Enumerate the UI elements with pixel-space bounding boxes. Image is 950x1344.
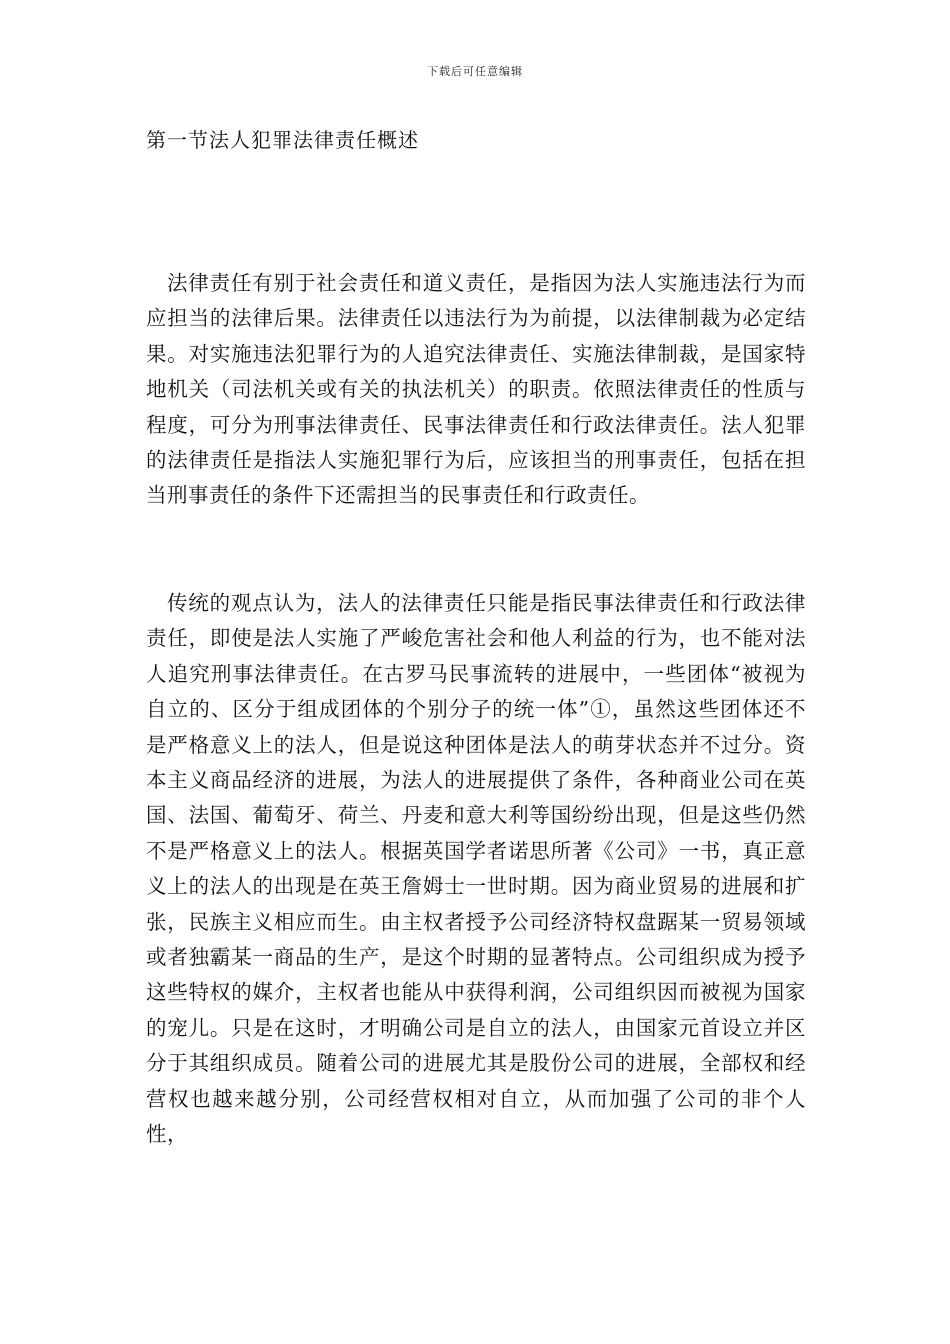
page-title: 第一节法人犯罪法律责任概述 xyxy=(146,128,419,152)
header-note: 下载后可任意编辑 xyxy=(427,65,523,78)
paragraph: 法律责任有别于社会责任和道义责任，是指因为法人实施违法行为而应担当的法律后果。法律责任以违法行为为前提，以法律制裁为必定结果。对实施违法犯罪行为的人追究法律责任、实施法律制裁，是国家特地机关（司法机关或有关的执法机关）的职责。依照法律责任的性质与程度，可分为刑事法律责任、民事法律责任和行政法律责任。法人犯罪的法律责任是指法人实施犯罪行为后，应该担当的刑事责任，包括在担当刑事责任的条件下还需担当的民事责任和行政责任。 xyxy=(146,271,806,508)
paragraph: 传统的观点认为，法人的法律责任只能是指民事法律责任和行政法律责任，即使是法人实施了严峻危害社会和他人利益的行为，也不能对法人追究刑事法律责任。在古罗马民事流转的进展中，一些团体“被视为自立的、区分于组成团体的个别分子的统一体”①，虽然这些团体还不是严格意义上的法人，但是说这种团体是法人的萌芽状态并不过分。资本主义商品经济的进展，为法人的进展提供了条件，各种商业公司在英国、法国、葡萄牙、荷兰、丹麦和意大利等国纷纷出现，但是这些仍然不是严格意义上的法人。根据英国学者诺思所著《公司》一书，真正意义上的法人的出现是在英王詹姆士一世时期。因为商业贸易的进展和扩张，民族主义相应而生。由主权者授予公司经济特权盘踞某一贸易领域或者独霸某一商品的生产，是这个时期的显著特点。公司组织成为授予这些特权的媒介，主权者也能从中获得利润，公司组织因而被视为国家的宠儿。只是在这时，才明确公司是自立的法人，由国家元首设立并区分于其组织成员。随着公司的进展尤其是股份公司的进展，全部权和经营权也越来越分别，公司经营权相对自立，从而加强了公司的非个人性， xyxy=(146,591,806,1147)
document-body xyxy=(146,266,806,1153)
paragraph-spacer xyxy=(146,549,806,586)
